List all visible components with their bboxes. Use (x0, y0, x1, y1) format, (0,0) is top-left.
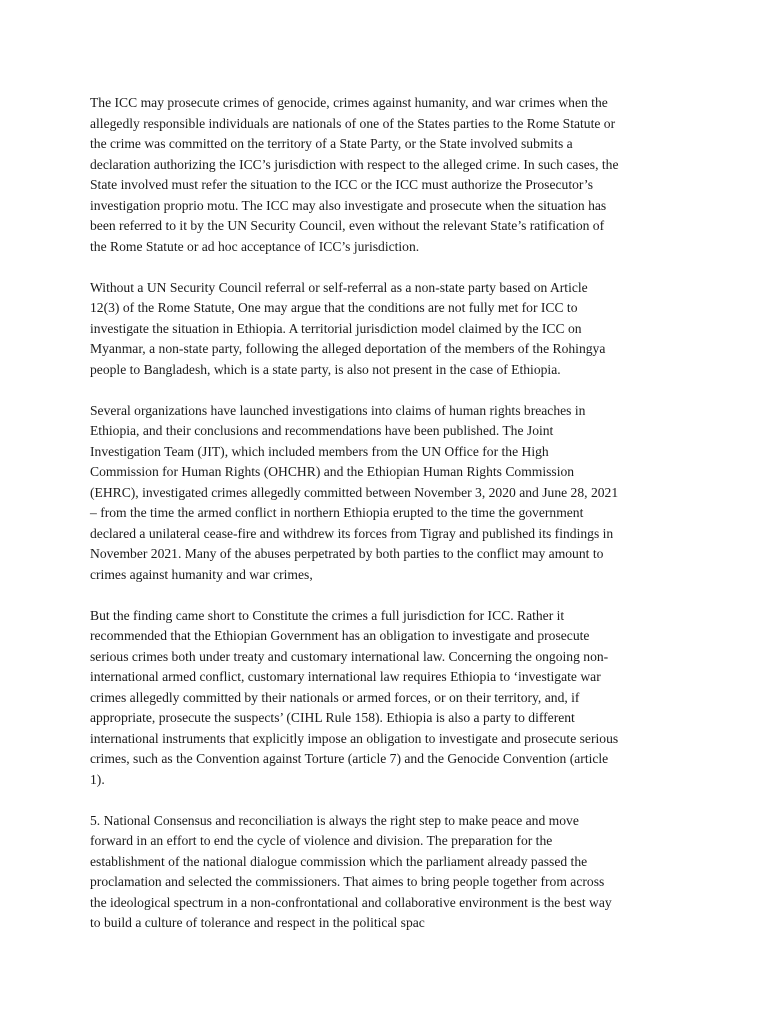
text-line: 1). (90, 771, 105, 787)
text-line: crimes against humanity and war crimes, (90, 566, 313, 582)
text-line: Several organizations have launched investigations into claims of human rights breaches in (90, 402, 586, 418)
paragraph-finding (90, 606, 676, 791)
text-line: (EHRC), investigated crimes allegedly committed between November 3, 2020 and June 28, 2021 (90, 484, 619, 500)
text-line: proclamation and selected the commissioners. That aimes to bring people together from across (90, 874, 605, 889)
paragraph-investigations (90, 401, 676, 586)
text-line: the Rome Statute or ad hoc acceptance of ICC’s jurisdiction. (90, 238, 420, 254)
document-body (90, 93, 676, 954)
text-line: establishment of the national dialogue commission which the parliament already passed the (90, 853, 588, 869)
text-line: appropriate, prosecute the suspects’ (CIHL Rule 158). Ethiopia is also a party to different (90, 710, 575, 725)
text-line: forward in an effort to end the cycle of violence and division. The preparation for the (90, 833, 553, 848)
paragraph-icc-jurisdiction (90, 93, 676, 257)
text-line: Commission for Human Rights (OHCHR) and the Ethiopian Human Rights Commission (90, 464, 575, 479)
text-line: crimes, such as the Convention against Torture (article 7) and the Genocide Convention (article (90, 751, 609, 766)
text-line: crimes allegedly committed by their nationals or armed forces, or on their territory, and, if (90, 689, 580, 705)
paragraph-national-consensus (90, 811, 676, 934)
text-line: allegedly responsible individuals are nationals of one of the States parties to the Rome Statute or (90, 115, 616, 131)
text-line: the ideological spectrum in a non-confrontational and collaborative environment is the best way (90, 894, 612, 910)
text-line: declaration authorizing the ICC’s jurisdiction with respect to the alleged crime. In such cases, the (90, 156, 619, 172)
text-line: Ethiopia, and their conclusions and recommendations have been published. The Joint (90, 423, 554, 438)
text-line: 12(3) of the Rome Statute, One may argue that the conditions are not fully met for ICC to (90, 300, 578, 315)
text-line: 5. National Consensus and reconciliation is always the right step to make peace and move (90, 812, 579, 828)
text-line: November 2021. Many of the abuses perpetrated by both parties to the conflict may amount to (90, 546, 604, 561)
text-line: declared a unilateral cease-fire and withdrew its forces from Tigray and published its findings in (90, 525, 614, 541)
text-line: State involved must refer the situation to the ICC or the ICC must authorize the Prosecutor’s (90, 177, 594, 192)
text-line: to build a culture of tolerance and respect in the political spac (90, 915, 425, 930)
text-line: investigate the situation in Ethiopia. A territorial jurisdiction model claimed by the ICC on (90, 320, 582, 336)
text-line: – from the time the armed conflict in northern Ethiopia erupted to the time the government (90, 505, 584, 520)
text-line: the crime was committed on the territory of a State Party, or the State involved submits a (90, 136, 573, 151)
text-line: Myanmar, a non-state party, following the alleged deportation of the members of the Rohingya (90, 341, 606, 356)
text-line: Without a UN Security Council referral or self-referral as a non-state party based on Article (90, 279, 588, 295)
paragraph-security-council-referral (90, 278, 676, 381)
text-line: The ICC may prosecute crimes of genocide, crimes against humanity, and war crimes when the (90, 95, 608, 110)
text-line: international armed conflict, customary international law requires Ethiopia to ‘investigate war (90, 669, 601, 684)
text-line: investigation proprio motu. The ICC may also investigate and prosecute when the situation has (90, 197, 607, 213)
text-line: been referred to it by the UN Security Council, even without the relevant State’s ratification of (90, 218, 605, 233)
text-line: recommended that the Ethiopian Government has an obligation to investigate and prosecute (90, 628, 590, 643)
text-line: serious crimes both under treaty and customary international law. Concerning the ongoing non- (90, 648, 609, 664)
text-line: Investigation Team (JIT), which included members from the UN Office for the High (90, 443, 549, 459)
text-line: people to Bangladesh, which is a state party, is also not present in the case of Ethiopia. (90, 361, 561, 377)
text-line: international instruments that explicitly impose an obligation to investigate and prosecute serious (90, 730, 619, 746)
text-line: But the finding came short to Constitute the crimes a full jurisdiction for ICC. Rather it (90, 607, 565, 623)
